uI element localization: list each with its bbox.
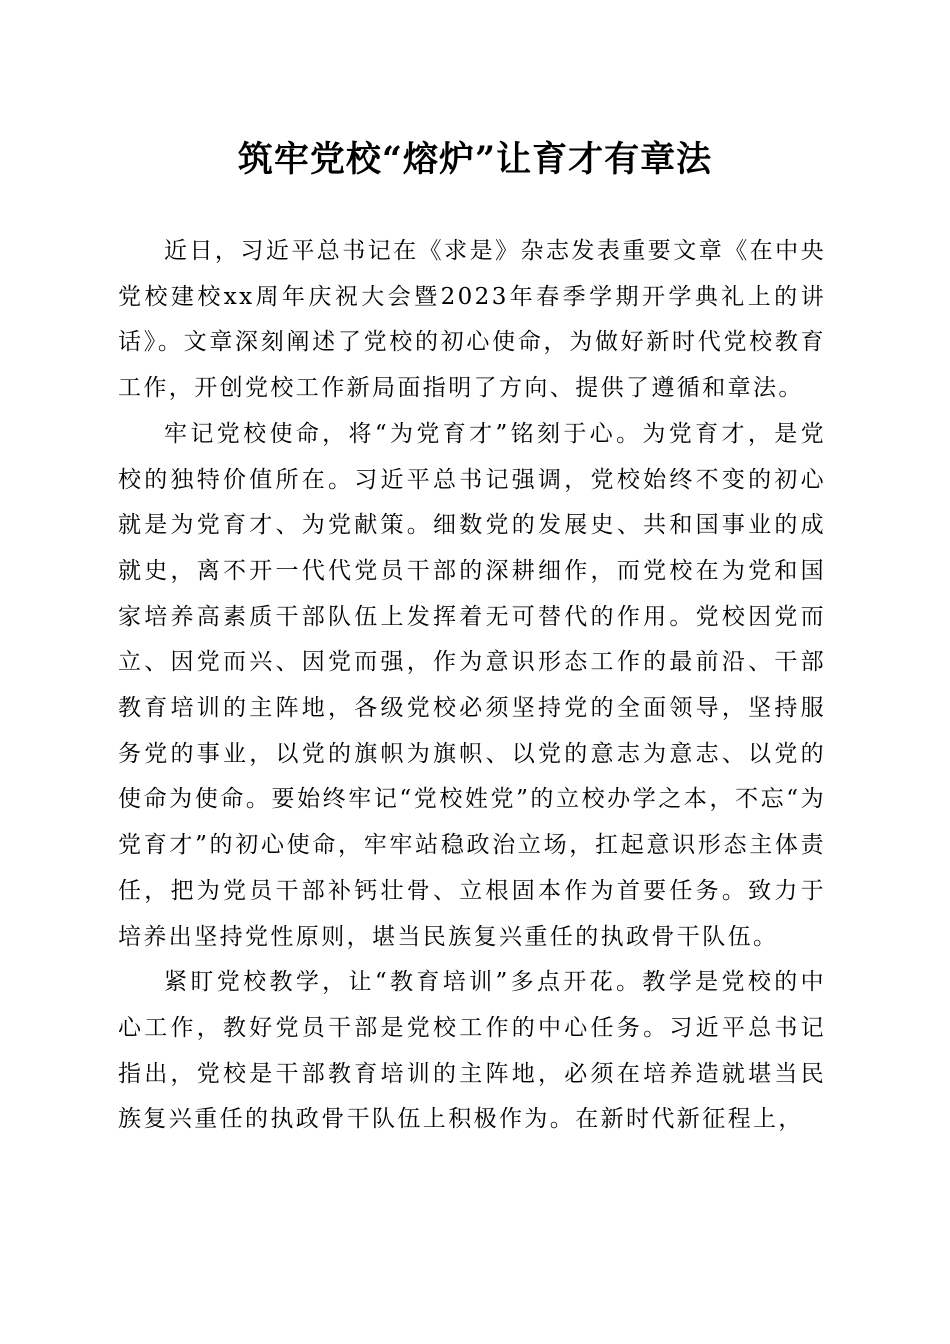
document-body [118,229,826,1143]
paragraph-2: 牢记党校使命，将“为党育才”铭刻于心。为党育才，是党校的独特价值所在。习近平总书记强调，党校始终不变的初心就是为党育才、为党献策。细数党的发展史、共和国事业的成就史，离不开一代代党员干部的深耕细作，而党校在为党和国家培养高素质干部队伍上发挥着无可替代的作用。党校因党而立、因党而兴、因党而强，作为意识形态工作的最前沿、干部教育培训的主阵地，各级党校必须坚持党的全面领导，坚持服务党的事业，以党的旗帜为旗帜、以党的意志为意志、以党的使命为使命。要始终牢记“党校姓党”的立校办学之本，不忘“为党育才”的初心使命，牢牢站稳政治立场，扛起意识形态主体责任，把为党员干部补钙壮骨、立根固本作为首要任务。致力于培养出坚持党性原则，堪当民族复兴重任的执政骨干队伍。 [118,420,826,950]
paragraph-1: 近日，习近平总书记在《求是》杂志发表重要文章《在中央党校建校xx周年庆祝大会暨2023年春季学期开学典礼上的讲话》。文章深刻阐述了党校的初心使命，为做好新时代党校教育工作，开创党校工作新局面指明了方向、提供了遵循和章法。 [118,238,826,402]
paragraph-3: 紧盯党校教学，让“教育培训”多点开花。教学是党校的中心工作，教好党员干部是党校工作的中心任务。习近平总书记指出，党校是干部教育培训的主阵地，必须在培养造就堪当民族复兴重任的执政骨干队伍上积极作为。在新时代新征程上， [118,969,826,1133]
document-title: 筑牢党校“熔炉”让育才有章法 [237,139,713,180]
